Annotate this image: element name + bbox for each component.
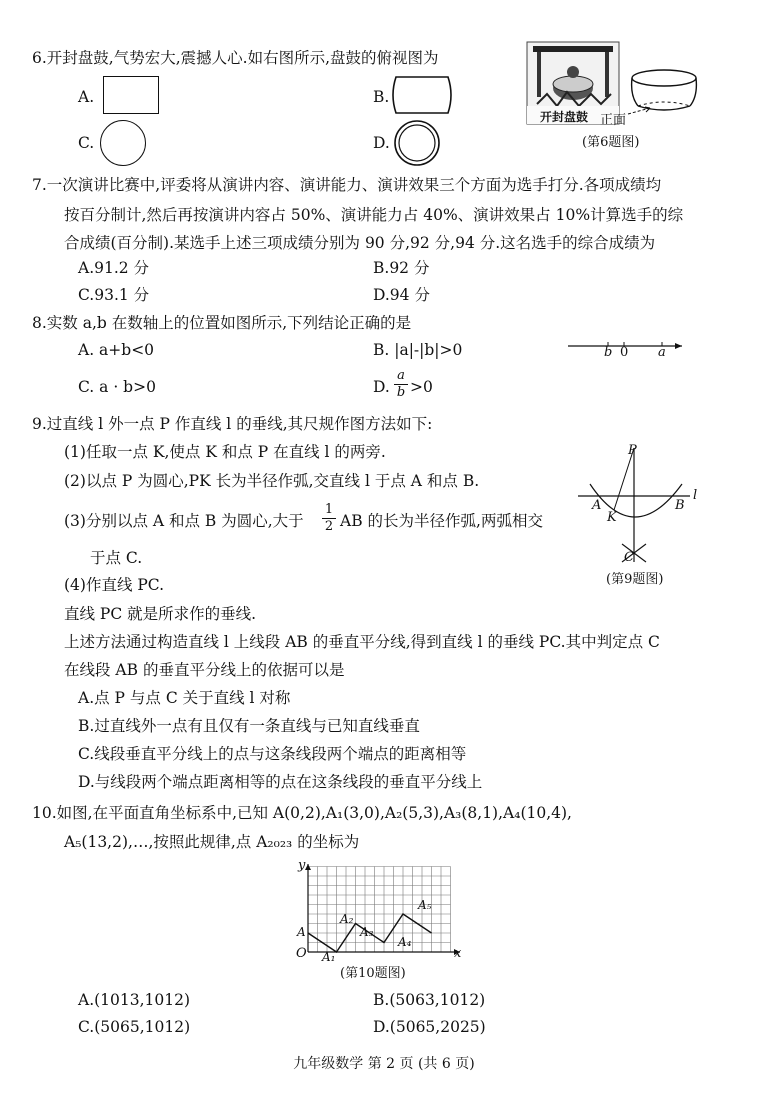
q10-option-b: B.(5063,1012) [373, 991, 486, 1009]
q9-step3-pre: (3)分别以点 A 和点 B 为圆心,大于 [64, 512, 304, 530]
q8-option-b: B. |a|-|b|>0 [373, 341, 463, 359]
q9-fig-B: B [675, 498, 685, 513]
q10-figure-caption: (第10题图) [340, 966, 406, 981]
q7-option-a: A.91.2 分 [78, 259, 150, 277]
q9-step3-denominator: 2 [324, 519, 334, 534]
q6-stem: 6.开封盘鼓,气势宏大,震撼人心.如右图所示,盘鼓的俯视图为 [32, 49, 439, 67]
q9-step4: (4)作直线 PC. [64, 576, 165, 594]
q9-para1: 上述方法通过构造直线 l 上线段 AB 的垂直平分线,得到直线 l 的垂线 PC.其中判定点 C [64, 633, 660, 651]
q10-fig-A: A [297, 925, 306, 939]
q10-fig-A1: A₁ [322, 950, 336, 964]
q8-axis-0: 0 [620, 345, 629, 360]
q7-option-c: C.93.1 分 [78, 286, 150, 304]
q9-step3-post: AB 的长为半径作弧,两弧相交 [340, 512, 543, 530]
q10-line2: A₅(13,2),…,按照此规律,点 A₂₀₂₃ 的坐标为 [64, 833, 360, 851]
q10-option-a: A.(1013,1012) [78, 991, 191, 1009]
q10-fig-O: O [296, 946, 307, 961]
q9-fig-C: C [624, 550, 634, 565]
q10-fig-x: x [454, 946, 462, 961]
q9-option-c: C.线段垂直平分线上的点与这条线段两个端点的距离相等 [78, 745, 467, 763]
q10-fig-A5: A₅ [418, 898, 432, 912]
q6-option-a-label: A. [78, 88, 95, 106]
q8-axis-a: a [658, 345, 666, 360]
q7-option-d: D.94 分 [373, 286, 430, 304]
q10-coordinate-figure [290, 858, 470, 960]
q9-step3-cont: 于点 C. [90, 549, 143, 567]
q9-step2: (2)以点 P 为圆心,PK 长为半径作弧,交直线 l 于点 A 和点 B. [64, 472, 480, 490]
q9-fig-A: A [592, 498, 602, 513]
q10-fig-A2: A₂ [340, 912, 354, 926]
q8-option-d-suffix: >0 [410, 378, 433, 396]
q9-figure-caption: (第9题图) [606, 572, 664, 587]
q7-option-b: B.92 分 [373, 259, 430, 277]
q8-stem: 8.实数 a,b 在数轴上的位置如图所示,下列结论正确的是 [32, 314, 412, 332]
q9-fig-l: l [693, 488, 698, 503]
q8-option-d-prefix: D. [373, 378, 390, 396]
q6-option-c-label: C. [78, 134, 95, 152]
page-footer: 九年级数学 第 2 页 (共 6 页) [293, 1056, 475, 1072]
q10-option-c: C.(5065,1012) [78, 1018, 191, 1036]
q9-option-b: B.过直线外一点有且仅有一条直线与已知直线垂直 [78, 717, 420, 735]
q8-option-d-numerator: a [394, 368, 408, 385]
q6-option-b-shape [392, 75, 452, 115]
q10-option-d: D.(5065,2025) [373, 1018, 486, 1036]
q7-line3: 合成绩(百分制).某选手上述三项成绩分别为 90 分,92 分,94 分.这名选手的综合成绩为 [64, 234, 656, 252]
q9-fig-K: K [607, 510, 617, 525]
q6-front-label: 正面 [600, 113, 627, 128]
q7-line2: 按百分制计,然后再按演讲内容占 50%、演讲能力占 40%、演讲效果占 10%计算选手的综 [64, 206, 684, 224]
q8-option-a: A. a+b<0 [78, 341, 155, 359]
q8-option-c: C. a · b>0 [78, 378, 156, 396]
q6-option-c-shape [100, 120, 146, 166]
q6-option-d-label: D. [373, 134, 390, 152]
q10-line1: 10.如图,在平面直角坐标系中,已知 A(0,2),A₁(3,0),A₂(5,3),A₃(8,1),A₄(10,4), [32, 804, 572, 822]
q8-axis-b: b [604, 345, 613, 360]
q7-line1: 7.一次演讲比赛中,评委将从演讲内容、演讲能力、演讲效果三个方面为选手打分.各项成绩均 [32, 176, 662, 194]
q9-fig-P: P [628, 443, 637, 458]
q9-step3-fraction [322, 502, 336, 535]
q9-para2: 在线段 AB 的垂直平分线上的依据可以是 [64, 661, 345, 679]
q6-figure-caption: (第6题图) [582, 135, 640, 150]
q9-option-d: D.与线段两个端点距离相等的点在这条线段的垂直平分线上 [78, 773, 483, 791]
q6-option-d-shape [393, 119, 441, 167]
q6-option-b-label: B. [373, 88, 390, 106]
q10-fig-A3: A₃ [360, 925, 374, 939]
q8-option-d-fraction [394, 368, 408, 401]
q9-option-a: A.点 P 与点 C 关于直线 l 对称 [78, 689, 291, 707]
q8-option-d-denominator: b [396, 385, 406, 400]
q9-step3-numerator: 1 [322, 502, 336, 519]
q9-step1: (1)任取一点 K,使点 K 和点 P 在直线 l 的两旁. [64, 443, 386, 461]
q9-stem: 9.过直线 l 外一点 P 作直线 l 的垂线,其尺规作图方法如下: [32, 415, 433, 433]
q6-drum-diagram [628, 68, 703, 118]
q6-option-a-shape [103, 76, 159, 114]
q9-conclusion: 直线 PC 就是所求作的垂线. [64, 605, 257, 623]
q10-fig-A4: A₄ [398, 935, 412, 949]
q10-fig-y: y [298, 858, 306, 873]
q6-photo-caption: 开封盘鼓 [540, 110, 589, 124]
